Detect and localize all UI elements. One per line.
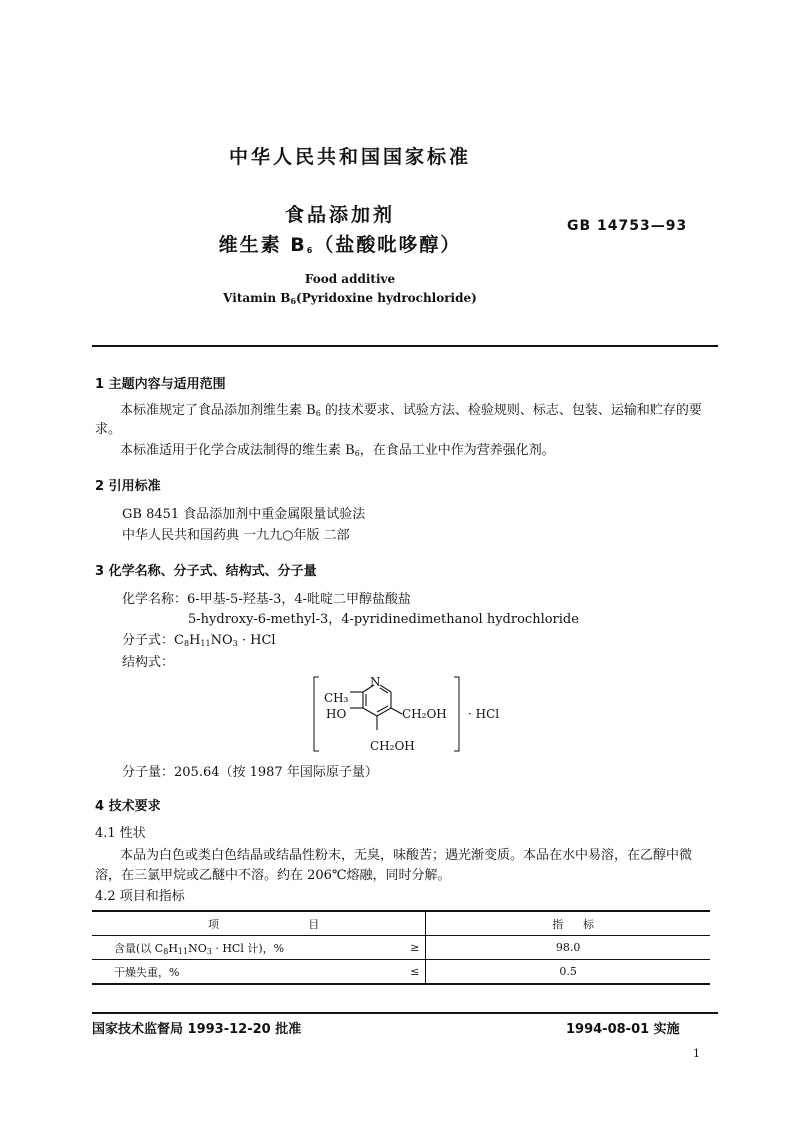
issuing-country-title: 中华人民共和国国家标准: [228, 146, 471, 168]
molecular-weight: 分子量：205.64（按 1987 年国际原子量）: [122, 765, 378, 780]
header-divider: [92, 345, 718, 347]
content-h-sub: 11: [177, 946, 189, 956]
section2-heading: 2 引用标准: [95, 479, 161, 494]
formula-c: C: [174, 633, 184, 648]
row-content-comparator: ≥: [399, 936, 426, 960]
english-pyridoxine-suffix: (Pyridoxine hydrochloride): [296, 291, 477, 305]
section1-paragraph1-cont: 求。: [95, 422, 122, 437]
standard-title-line1: 食品添加剂: [284, 204, 395, 226]
s1p2-text-b: ，在食品工业中作为营养强化剂。: [359, 443, 555, 458]
row-content-item: [92, 936, 399, 960]
effective-date: 1994-08-01 实施: [566, 1022, 680, 1037]
table-row: [92, 960, 710, 985]
english-title-line1: Food additive: [304, 272, 396, 286]
s1p1-sub: 6: [315, 409, 321, 418]
title-pyridoxine-suffix: （盐酸吡哆醇）: [314, 234, 462, 256]
title-vitamin-prefix: 维生素 B: [218, 234, 307, 256]
hydroxymethyl-bottom: CH₂OH: [370, 739, 415, 753]
hcl-salt: · HCl: [468, 707, 500, 721]
spec-table: [92, 910, 710, 985]
properties-paragraph: 本品为白色或类白色结晶或结晶性粉末，无臭，味酸苦；遇光渐变质。本品在水中易溶，在乙醇中微: [120, 848, 693, 863]
formula-no: NO: [210, 633, 233, 648]
english-vitamin-prefix: Vitamin B: [223, 291, 291, 305]
formula-hcl: · HCl: [237, 633, 276, 648]
section4-1-heading: 4.1 性状: [95, 826, 146, 841]
ring-nitrogen: N: [370, 675, 381, 689]
left-bracket: [314, 677, 319, 751]
table-row: [92, 936, 710, 960]
row-drying-item: 干燥失重，%: [92, 960, 399, 985]
hydroxyl-group: HO: [326, 707, 347, 721]
english-b6-subscript: 6: [290, 296, 297, 306]
header-ind-a: 指: [552, 917, 564, 931]
content-no: NO: [188, 941, 207, 955]
approval-date: 国家技术监督局 1993-12-20 批准: [92, 1022, 302, 1037]
header-ind-b: 标: [583, 917, 594, 931]
section1-paragraph1: [120, 402, 702, 420]
pyridine-ring: [350, 685, 402, 730]
formula-h-sub: 11: [200, 639, 211, 648]
hydroxymethyl-right: CH₂OH: [402, 707, 447, 721]
page-number: 1: [693, 1047, 700, 1060]
right-bracket: [454, 677, 459, 751]
molecular-formula: [122, 632, 276, 650]
table-header-indicator: [426, 911, 710, 936]
properties-paragraph-cont: 溶，在三氯甲烷或乙醚中不溶。约在 206℃熔融，同时分解。: [95, 868, 451, 883]
standard-title-line2: [0, 230, 680, 257]
chemical-name-en: 5-hydroxy-6-methyl-3，4-pyridinedimethanol hydrochloride: [188, 612, 579, 627]
formula-o-sub: 3: [232, 639, 238, 648]
formula-label: 分子式：: [122, 633, 175, 648]
chemical-name-cn: 化学名称：6-甲基-5-羟基-3，4-吡啶二甲醇盐酸盐: [122, 592, 412, 607]
formula-c-sub: 8: [183, 639, 190, 648]
header-item-b: 目: [308, 917, 320, 931]
row-drying-comparator: ≤: [399, 960, 426, 985]
title-b6-subscript: 6: [306, 246, 315, 255]
content-c-sub: 8: [163, 946, 169, 956]
header-item-a: 项: [208, 917, 219, 931]
content-h: H: [168, 941, 178, 955]
english-title-line2: [0, 291, 700, 305]
table-header-item: [92, 911, 426, 936]
s1p2-sub: 6: [354, 449, 360, 458]
structural-formula: [310, 672, 520, 756]
standard-code: GB 14753—93: [567, 218, 688, 234]
section3-heading: 3 化学名称、分子式、结构式、分子量: [95, 564, 317, 579]
section4-heading: 4 技术要求: [95, 799, 161, 814]
table-header-row: [92, 911, 710, 936]
content-o-sub: 3: [206, 946, 212, 956]
row-drying-value: 0.5: [426, 960, 710, 985]
content-item-a: 含量(以 C: [114, 941, 164, 955]
content-item-c: · HCl 计)，%: [211, 941, 285, 955]
structure-label: 结构式：: [122, 655, 175, 670]
row-content-value: 98.0: [426, 936, 710, 960]
section1-heading: 1 主题内容与适用范围: [95, 377, 226, 392]
formula-h: H: [189, 633, 201, 648]
reference-pharmacopoeia: 中华人民共和国药典 一九九○年版 二部: [122, 528, 350, 543]
s1p1-text-b: 的技术要求、试验方法、检验规则、标志、包装、运输和贮存的要: [320, 403, 702, 418]
methyl-group: CH₃: [324, 691, 349, 705]
footer-divider: [92, 1012, 718, 1014]
section1-paragraph2: [120, 442, 555, 460]
s1p1-text-a: 本标准规定了食品添加剂维生素 B: [120, 403, 316, 418]
reference-gb8451: GB 8451 食品添加剂中重金属限量试验法: [122, 507, 366, 522]
section4-2-heading: 4.2 项目和指标: [95, 889, 185, 904]
s1p2-text-a: 本标准适用于化学合成法制得的维生素 B: [120, 443, 355, 458]
